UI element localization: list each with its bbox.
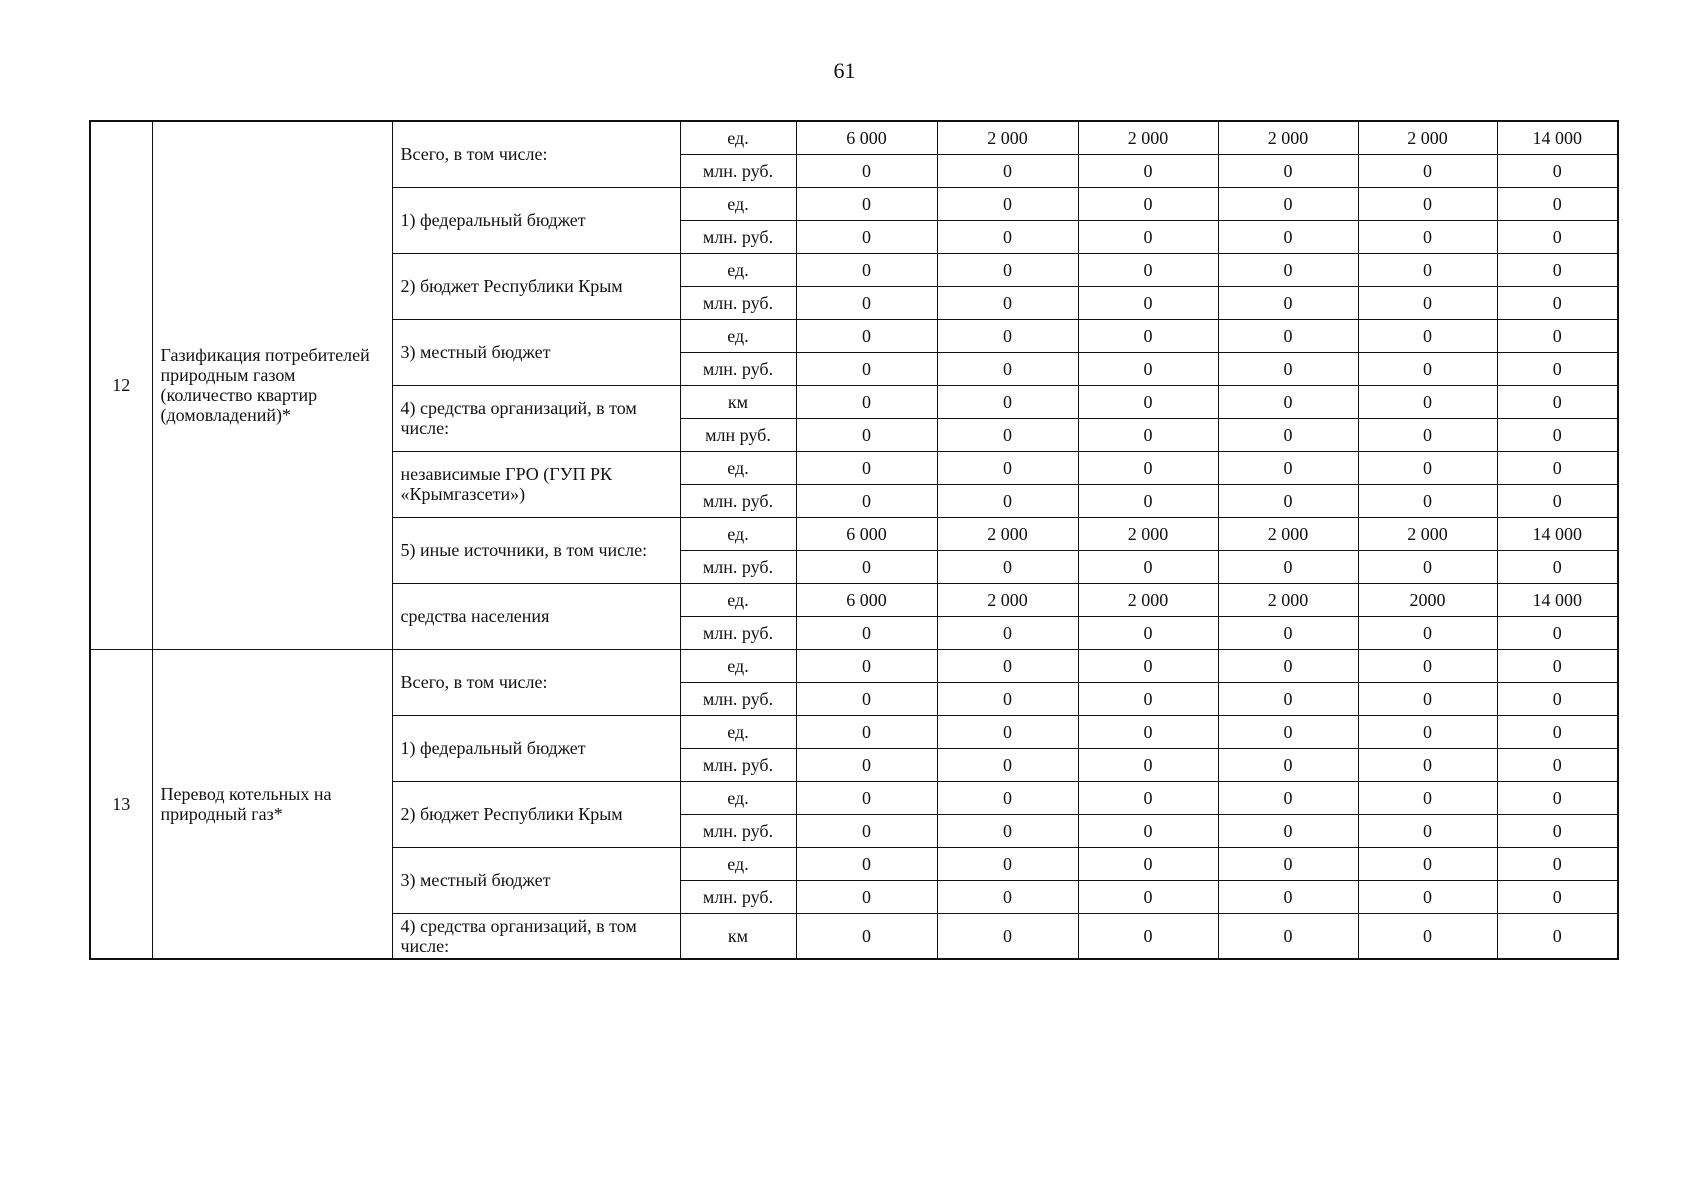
- value-cell: 0: [796, 715, 937, 748]
- funding-source: 1) федеральный бюджет: [392, 187, 680, 253]
- value-cell: 0: [1497, 220, 1618, 253]
- value-cell: 2 000: [937, 583, 1078, 616]
- funding-source: Всего, в том числе:: [392, 121, 680, 187]
- funding-source: 3) местный бюджет: [392, 847, 680, 913]
- value-cell: 0: [796, 418, 937, 451]
- value-cell: 0: [1078, 847, 1218, 880]
- value-cell: 0: [1078, 649, 1218, 682]
- value-cell: 0: [1358, 154, 1497, 187]
- value-cell: 2 000: [1078, 583, 1218, 616]
- value-cell: 0: [1078, 187, 1218, 220]
- value-cell: 0: [937, 286, 1078, 319]
- value-cell: 0: [1078, 451, 1218, 484]
- value-cell: 0: [1358, 814, 1497, 847]
- value-cell: 0: [937, 220, 1078, 253]
- value-cell: 0: [1358, 418, 1497, 451]
- value-cell: 0: [1497, 418, 1618, 451]
- value-cell: 0: [937, 385, 1078, 418]
- funding-source: 2) бюджет Республики Крым: [392, 253, 680, 319]
- unit-cell: ед.: [680, 583, 796, 616]
- value-cell: 0: [796, 913, 937, 959]
- unit-cell: км: [680, 913, 796, 959]
- value-cell: 2 000: [1358, 517, 1497, 550]
- value-cell: 0: [1078, 814, 1218, 847]
- value-cell: 0: [1497, 253, 1618, 286]
- unit-cell: ед.: [680, 847, 796, 880]
- value-cell: 0: [796, 814, 937, 847]
- value-cell: 0: [1218, 814, 1358, 847]
- unit-cell: ед.: [680, 319, 796, 352]
- value-cell: 0: [1078, 286, 1218, 319]
- value-cell: 0: [1078, 682, 1218, 715]
- unit-cell: млн. руб.: [680, 814, 796, 847]
- value-cell: 0: [796, 847, 937, 880]
- value-cell: 2 000: [1078, 517, 1218, 550]
- value-cell: 0: [1218, 616, 1358, 649]
- value-cell: 0: [1358, 748, 1497, 781]
- value-cell: 2 000: [937, 517, 1078, 550]
- value-cell: 0: [1497, 187, 1618, 220]
- value-cell: 0: [796, 781, 937, 814]
- value-cell: 0: [937, 253, 1078, 286]
- value-cell: 0: [937, 649, 1078, 682]
- value-cell: 0: [937, 913, 1078, 959]
- value-cell: 0: [1218, 187, 1358, 220]
- value-cell: 0: [937, 880, 1078, 913]
- value-cell: 0: [937, 418, 1078, 451]
- value-cell: 0: [1218, 913, 1358, 959]
- value-cell: 0: [1078, 748, 1218, 781]
- value-cell: 0: [1218, 748, 1358, 781]
- value-cell: 0: [1078, 352, 1218, 385]
- value-cell: 0: [1497, 847, 1618, 880]
- page-number: 61: [833, 58, 856, 83]
- unit-cell: млн. руб.: [680, 550, 796, 583]
- unit-cell: млн. руб.: [680, 748, 796, 781]
- unit-cell: млн. руб.: [680, 286, 796, 319]
- value-cell: 0: [1078, 418, 1218, 451]
- unit-cell: ед.: [680, 781, 796, 814]
- value-cell: 0: [1218, 352, 1358, 385]
- value-cell: 0: [796, 649, 937, 682]
- unit-cell: млн. руб.: [680, 220, 796, 253]
- value-cell: 0: [796, 451, 937, 484]
- program-table: [89, 120, 1619, 960]
- value-cell: 0: [1358, 187, 1497, 220]
- value-cell: 0: [937, 154, 1078, 187]
- value-cell: 2 000: [1218, 121, 1358, 154]
- value-cell: 0: [937, 715, 1078, 748]
- value-cell: 0: [1218, 781, 1358, 814]
- value-cell: 0: [937, 550, 1078, 583]
- value-cell: 0: [1218, 484, 1358, 517]
- funding-source: независимые ГРО (ГУП РК «Крымгазсети»): [392, 451, 680, 517]
- value-cell: 0: [1078, 781, 1218, 814]
- value-cell: 0: [796, 385, 937, 418]
- value-cell: 6 000: [796, 121, 937, 154]
- value-cell: 14 000: [1497, 517, 1618, 550]
- section-name: Газификация потребителей природным газом (количество квартир (домовладений)*: [152, 121, 392, 649]
- value-cell: 0: [796, 220, 937, 253]
- value-cell: 0: [1358, 352, 1497, 385]
- value-cell: 0: [1358, 385, 1497, 418]
- value-cell: 2 000: [937, 121, 1078, 154]
- value-cell: 14 000: [1497, 583, 1618, 616]
- value-cell: 0: [1358, 484, 1497, 517]
- value-cell: 0: [796, 550, 937, 583]
- value-cell: 0: [796, 748, 937, 781]
- table-row: [90, 649, 1618, 682]
- value-cell: 0: [796, 616, 937, 649]
- value-cell: 0: [1078, 154, 1218, 187]
- value-cell: 0: [796, 484, 937, 517]
- value-cell: 0: [1358, 781, 1497, 814]
- value-cell: 0: [1218, 451, 1358, 484]
- value-cell: 0: [1078, 484, 1218, 517]
- value-cell: 0: [1218, 319, 1358, 352]
- value-cell: 0: [1497, 781, 1618, 814]
- value-cell: 0: [937, 814, 1078, 847]
- value-cell: 0: [1218, 715, 1358, 748]
- value-cell: 0: [1218, 286, 1358, 319]
- value-cell: 0: [1078, 715, 1218, 748]
- value-cell: 0: [1497, 682, 1618, 715]
- funding-source: Всего, в том числе:: [392, 649, 680, 715]
- value-cell: 0: [937, 187, 1078, 220]
- value-cell: 0: [1497, 880, 1618, 913]
- value-cell: 0: [796, 319, 937, 352]
- value-cell: 0: [796, 682, 937, 715]
- value-cell: 0: [1078, 319, 1218, 352]
- value-cell: 2 000: [1218, 583, 1358, 616]
- value-cell: 2 000: [1078, 121, 1218, 154]
- value-cell: 0: [796, 286, 937, 319]
- value-cell: 2 000: [1358, 121, 1497, 154]
- funding-source: 2) бюджет Республики Крым: [392, 781, 680, 847]
- section-number: 12: [90, 121, 152, 649]
- funding-source: 4) средства организаций, в том числе:: [392, 913, 680, 959]
- table-row: [90, 121, 1618, 154]
- value-cell: 0: [1497, 748, 1618, 781]
- value-cell: 0: [1358, 220, 1497, 253]
- value-cell: 0: [1218, 880, 1358, 913]
- value-cell: 0: [1358, 286, 1497, 319]
- section-number: 13: [90, 649, 152, 959]
- funding-source: средства населения: [392, 583, 680, 649]
- value-cell: 0: [937, 616, 1078, 649]
- funding-source: 5) иные источники, в том числе:: [392, 517, 680, 583]
- value-cell: 0: [1078, 220, 1218, 253]
- value-cell: 0: [1218, 418, 1358, 451]
- unit-cell: ед.: [680, 517, 796, 550]
- unit-cell: млн. руб.: [680, 682, 796, 715]
- value-cell: 0: [1358, 715, 1497, 748]
- value-cell: 0: [1497, 814, 1618, 847]
- value-cell: 6 000: [796, 583, 937, 616]
- unit-cell: млн. руб.: [680, 616, 796, 649]
- value-cell: 0: [1218, 253, 1358, 286]
- value-cell: 0: [1358, 880, 1497, 913]
- unit-cell: ед.: [680, 253, 796, 286]
- unit-cell: млн. руб.: [680, 880, 796, 913]
- value-cell: 0: [1218, 682, 1358, 715]
- unit-cell: ед.: [680, 121, 796, 154]
- unit-cell: ед.: [680, 451, 796, 484]
- value-cell: 0: [1358, 550, 1497, 583]
- value-cell: 0: [1078, 913, 1218, 959]
- value-cell: 0: [1497, 484, 1618, 517]
- funding-source: 1) федеральный бюджет: [392, 715, 680, 781]
- value-cell: 0: [937, 319, 1078, 352]
- funding-source: 4) средства организаций, в том числе:: [392, 385, 680, 451]
- value-cell: 0: [1358, 649, 1497, 682]
- value-cell: 0: [937, 484, 1078, 517]
- value-cell: 0: [937, 781, 1078, 814]
- value-cell: 0: [1358, 319, 1497, 352]
- value-cell: 0: [937, 847, 1078, 880]
- unit-cell: млн. руб.: [680, 154, 796, 187]
- value-cell: 0: [1218, 649, 1358, 682]
- value-cell: 0: [1078, 253, 1218, 286]
- value-cell: 0: [796, 253, 937, 286]
- value-cell: 0: [1078, 550, 1218, 583]
- value-cell: 0: [1497, 616, 1618, 649]
- value-cell: 0: [1358, 847, 1497, 880]
- value-cell: 0: [1218, 847, 1358, 880]
- section-name: Перевод котельных на природный газ*: [152, 649, 392, 959]
- value-cell: 0: [937, 451, 1078, 484]
- value-cell: 0: [1497, 649, 1618, 682]
- value-cell: 0: [1218, 385, 1358, 418]
- value-cell: 0: [937, 748, 1078, 781]
- value-cell: 0: [1218, 550, 1358, 583]
- value-cell: 0: [1078, 616, 1218, 649]
- value-cell: 0: [1497, 913, 1618, 959]
- value-cell: 0: [937, 352, 1078, 385]
- unit-cell: млн. руб.: [680, 484, 796, 517]
- value-cell: 0: [1358, 682, 1497, 715]
- value-cell: 0: [796, 880, 937, 913]
- value-cell: 0: [937, 682, 1078, 715]
- value-cell: 0: [796, 352, 937, 385]
- value-cell: 0: [1497, 286, 1618, 319]
- value-cell: 0: [1078, 880, 1218, 913]
- value-cell: 0: [1358, 616, 1497, 649]
- unit-cell: ед.: [680, 649, 796, 682]
- value-cell: 0: [1497, 385, 1618, 418]
- value-cell: 0: [1218, 154, 1358, 187]
- value-cell: 0: [1078, 385, 1218, 418]
- value-cell: 0: [796, 154, 937, 187]
- value-cell: 14 000: [1497, 121, 1618, 154]
- value-cell: 0: [1358, 451, 1497, 484]
- unit-cell: млн руб.: [680, 418, 796, 451]
- value-cell: 0: [1497, 715, 1618, 748]
- value-cell: 0: [1358, 253, 1497, 286]
- unit-cell: ед.: [680, 187, 796, 220]
- value-cell: 0: [1358, 913, 1497, 959]
- funding-source: 3) местный бюджет: [392, 319, 680, 385]
- value-cell: 0: [1497, 154, 1618, 187]
- unit-cell: млн. руб.: [680, 352, 796, 385]
- unit-cell: ед.: [680, 715, 796, 748]
- value-cell: 2 000: [1218, 517, 1358, 550]
- value-cell: 0: [1218, 220, 1358, 253]
- value-cell: 0: [1497, 319, 1618, 352]
- value-cell: 0: [1497, 352, 1618, 385]
- value-cell: 0: [1497, 451, 1618, 484]
- value-cell: 0: [1497, 550, 1618, 583]
- value-cell: 2000: [1358, 583, 1497, 616]
- value-cell: 6 000: [796, 517, 937, 550]
- unit-cell: км: [680, 385, 796, 418]
- value-cell: 0: [796, 187, 937, 220]
